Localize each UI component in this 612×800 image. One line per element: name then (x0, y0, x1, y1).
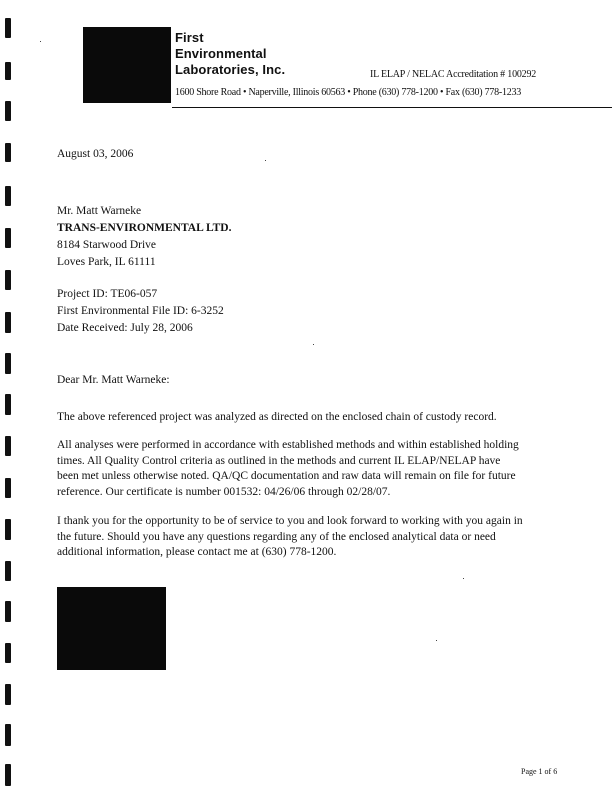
redacted-signature (57, 587, 166, 670)
scan-speck (265, 160, 266, 161)
accreditation-number: IL ELAP / NELAC Accreditation # 100292 (370, 69, 537, 80)
company-address: 1600 Shore Road • Naperville, Illinois 60563 • Phone (630) 778-1200 • Fax (630) 778-1233 (175, 87, 521, 98)
body-paragraph (57, 514, 547, 561)
company-logo (83, 27, 171, 103)
binding-mark (5, 394, 11, 415)
binding-mark (5, 101, 11, 121)
company-name-line: Laboratories, Inc. (175, 62, 286, 77)
recipient-street: 8184 Starwood Drive (57, 239, 157, 251)
scan-speck (40, 41, 41, 42)
binding-mark (5, 62, 11, 80)
letter-date: August 03, 2006 (57, 148, 134, 160)
binding-marks (5, 0, 13, 800)
binding-mark (5, 186, 11, 206)
binding-mark (5, 724, 11, 746)
binding-mark (5, 143, 11, 162)
binding-mark (5, 684, 11, 705)
paragraph-line: the future. Should you have any questions regarding any of the enclosed analytical data or need (57, 530, 496, 543)
scan-speck (463, 578, 464, 579)
binding-mark (5, 436, 11, 456)
company-name-line: First (175, 30, 204, 45)
recipient-name: Mr. Matt Warneke (57, 205, 142, 217)
paragraph-line: The above referenced project was analyzed as directed on the enclosed chain of custody record. (57, 411, 497, 423)
body-paragraph (57, 410, 547, 426)
binding-mark (5, 643, 11, 663)
salutation: Dear Mr. Matt Warneke: (57, 374, 170, 386)
letterhead (83, 27, 553, 103)
paragraph-line: All analyses were performed in accordance with established methods and within established holding (57, 439, 519, 451)
binding-mark (5, 270, 11, 290)
paragraph-line: times. All Quality Control criteria as outlined in the methods and current IL ELAP/NELAP have (57, 454, 501, 467)
binding-mark (5, 764, 11, 786)
project-id: Project ID: TE06-057 (57, 288, 158, 300)
recipient-company: TRANS-ENVIRONMENTAL LTD. (57, 222, 232, 234)
binding-mark (5, 519, 11, 540)
binding-mark (5, 312, 11, 333)
binding-mark (5, 18, 11, 38)
paragraph-line: additional information, please contact me at (630) 778-1200. (57, 546, 337, 558)
scan-speck (436, 640, 437, 641)
binding-mark (5, 601, 11, 622)
paragraph-line: I thank you for the opportunity to be of service to you and look forward to working with you again in (57, 515, 523, 527)
file-id: First Environmental File ID: 6-3252 (57, 305, 224, 317)
recipient-city: Loves Park, IL 61111 (57, 256, 156, 268)
binding-mark (5, 561, 11, 581)
paragraph-line: reference. Our certificate is number 001532: 04/26/06 through 02/28/07. (57, 485, 391, 498)
page-number: Page 1 of 6 (521, 767, 558, 776)
date-received: Date Received: July 28, 2006 (57, 322, 193, 334)
body-paragraph (57, 438, 547, 500)
binding-mark (5, 353, 11, 374)
company-name-line: Environmental (175, 46, 267, 61)
letterhead-rule (172, 107, 612, 108)
company-name (175, 30, 285, 78)
scan-speck (313, 344, 314, 345)
binding-mark (5, 478, 11, 498)
binding-mark (5, 228, 11, 248)
paragraph-line: been met unless otherwise noted. QA/QC documentation and raw data will remain on file for future (57, 470, 516, 482)
